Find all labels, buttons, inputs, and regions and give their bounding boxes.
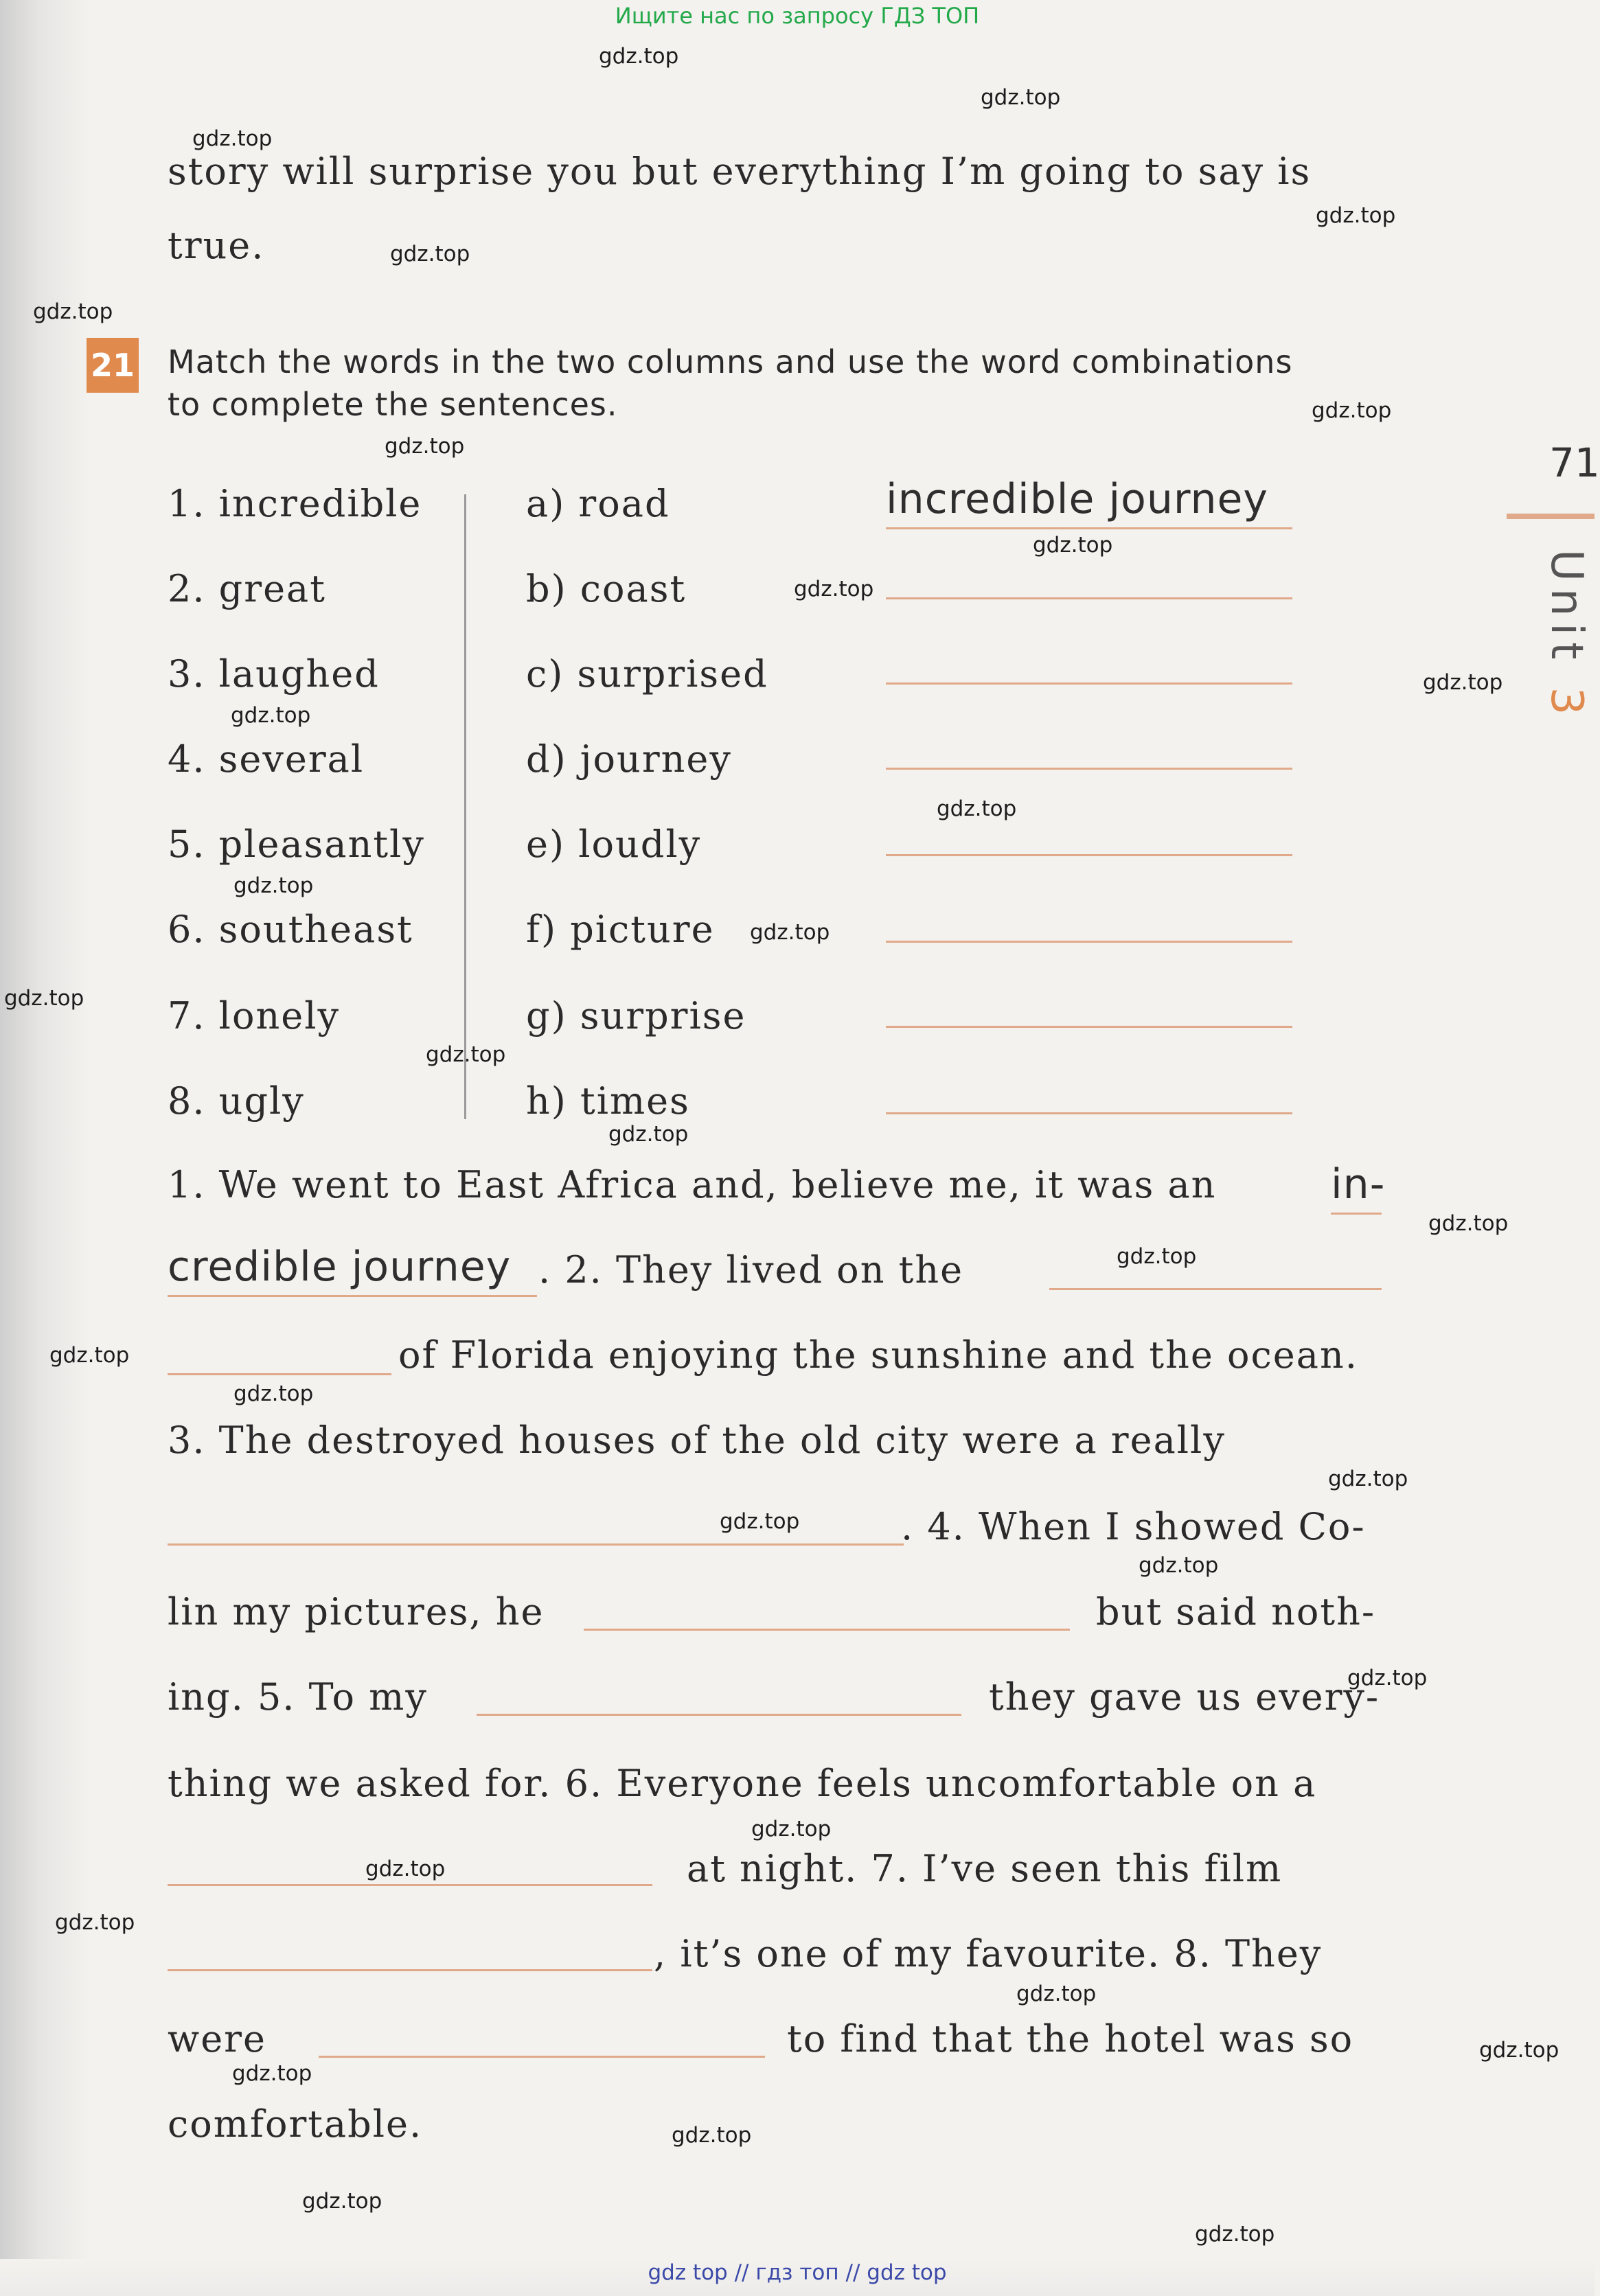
right-item-b: b) coast [526,567,687,610]
watermark[interactable]: gdz.top [365,1857,446,1881]
blank-6[interactable] [168,1884,652,1886]
blank-3[interactable] [168,1543,904,1546]
blank-1b[interactable] [168,1295,537,1297]
answer-line-3[interactable] [886,682,1292,685]
exercise-instruction-line-1: Match the words in the two columns and use the word combinations [168,343,1293,380]
exercise-number-badge: 21 [87,338,139,393]
blank-8[interactable] [319,2056,765,2058]
sentence-line-11a: were [168,2017,266,2060]
intro-line-1: story will surprise you but everything I’m going to say is [168,150,1312,193]
blank-7[interactable] [168,1969,652,1971]
watermark[interactable]: gdz.top [1195,2222,1275,2247]
left-item-5: 5. pleasantly [168,823,425,866]
watermark[interactable]: gdz.top [720,1509,800,1534]
sentence-line-1: 1. We went to East Africa and, believe me, it was an [168,1163,1217,1206]
footer-links[interactable]: gdz top // гдз топ // gdz top [648,2260,947,2285]
watermark[interactable]: gdz.top [750,920,830,945]
column-divider [464,494,466,1119]
watermark[interactable]: gdz.top [1347,1666,1428,1690]
left-item-6: 6. southeast [168,908,413,951]
sentence-line-4: 3. The destroyed houses of the old city were a really [168,1419,1226,1462]
watermark[interactable]: gdz.top [1328,1467,1408,1491]
sentence-line-9: at night. 7. I’ve seen this film [687,1847,1283,1890]
watermark[interactable]: gdz.top [232,2061,312,2086]
watermark[interactable]: gdz.top [426,1042,506,1067]
watermark[interactable]: gdz.top [1117,1244,1197,1269]
intro-line-2: true. [168,224,265,267]
sentence-line-6a: lin my pictures, he [168,1590,545,1633]
watermark[interactable]: gdz.top [233,873,314,898]
answer-line-4[interactable] [886,768,1292,770]
page-number: 71 [1549,439,1600,486]
blank-5[interactable] [477,1714,961,1716]
right-item-e: e) loudly [526,823,702,866]
watermark[interactable]: gdz.top [599,44,679,69]
watermark[interactable]: gdz.top [751,1817,832,1841]
top-banner[interactable]: Ищите нас по запросу ГДЗ ТОП [615,3,980,29]
watermark[interactable]: gdz.top [1033,533,1113,558]
watermark[interactable]: gdz.top [390,242,470,266]
left-item-3: 3. laughed [168,652,380,696]
watermark[interactable]: gdz.top [385,434,465,459]
watermark[interactable]: gdz.top [4,986,84,1011]
watermark[interactable]: gdz.top [608,1122,689,1147]
left-item-8: 8. ugly [168,1079,305,1123]
left-item-2: 2. great [168,567,326,610]
watermark[interactable]: gdz.top [233,1381,314,1406]
right-item-c: c) surprised [526,652,768,696]
answer-line-7[interactable] [886,1026,1292,1028]
watermark[interactable]: gdz.top [33,299,113,324]
answer-example: incredible journey [886,475,1268,523]
sentence-line-12: comfortable. [168,2102,423,2146]
answer-line-2[interactable] [886,597,1292,599]
left-item-4: 4. several [168,737,365,781]
watermark[interactable]: gdz.top [672,2123,752,2148]
answer-line-6[interactable] [886,941,1292,943]
right-item-d: d) journey [526,737,732,781]
answer-line-8[interactable] [886,1112,1292,1114]
page-number-bar [1507,514,1595,519]
blank-2a[interactable] [1049,1288,1382,1290]
watermark[interactable]: gdz.top [1139,1553,1219,1578]
watermark[interactable]: gdz.top [981,85,1061,110]
sentence-line-7b: they gave us every- [989,1675,1380,1719]
sentence-line-3: of Florida enjoying the sunshine and the ocean. [398,1333,1358,1377]
blank-4[interactable] [584,1629,1070,1631]
watermark[interactable]: gdz.top [937,796,1017,821]
watermark[interactable]: gdz.top [1428,1211,1509,1236]
exercise-instruction-line-2: to complete the sentences. [168,386,618,423]
left-item-7: 7. lonely [168,994,340,1037]
answer-line-1[interactable] [886,527,1292,529]
watermark[interactable]: gdz.top [794,577,874,601]
left-item-1: 1. incredible [168,482,422,525]
watermark[interactable]: gdz.top [192,126,273,151]
watermark[interactable]: gdz.top [1312,398,1392,423]
page-binding-shadow [0,0,89,2296]
right-item-h: h) times [526,1079,690,1123]
watermark[interactable]: gdz.top [1423,670,1503,695]
blank-2b[interactable] [168,1373,391,1375]
sentence-line-6b: but said noth- [1096,1590,1376,1633]
sentence-line-2: . 2. They lived on the [538,1248,964,1292]
sentence-line-10: , it’s one of my favourite. 8. They [654,1932,1323,1975]
watermark[interactable]: gdz.top [1479,2038,1559,2063]
blank-1a[interactable] [1331,1213,1382,1215]
sentence-line-8: thing we asked for. 6. Everyone feels uncomfortable on a [168,1762,1317,1805]
right-item-f: f) picture [526,908,715,951]
watermark[interactable]: gdz.top [55,1910,135,1935]
watermark[interactable]: gdz.top [231,703,311,728]
sentence-line-5: . 4. When I showed Co- [901,1505,1366,1548]
watermark[interactable]: gdz.top [49,1343,130,1368]
right-item-g: g) surprise [526,994,746,1037]
sentence-line-2-handwritten: credible journey [168,1243,512,1291]
watermark[interactable]: gdz.top [1316,203,1396,228]
watermark[interactable]: gdz.top [302,2189,382,2214]
answer-line-5[interactable] [886,854,1292,856]
sentence-line-11b: to find that the hotel was so [787,2017,1354,2060]
unit-label: Unit 3 [1541,549,1592,722]
right-item-a: a) road [526,482,670,525]
sentence-line-1-handwritten: in- [1331,1160,1386,1208]
watermark[interactable]: gdz.top [1016,1982,1097,2006]
sentence-line-7a: ing. 5. To my [168,1675,428,1719]
